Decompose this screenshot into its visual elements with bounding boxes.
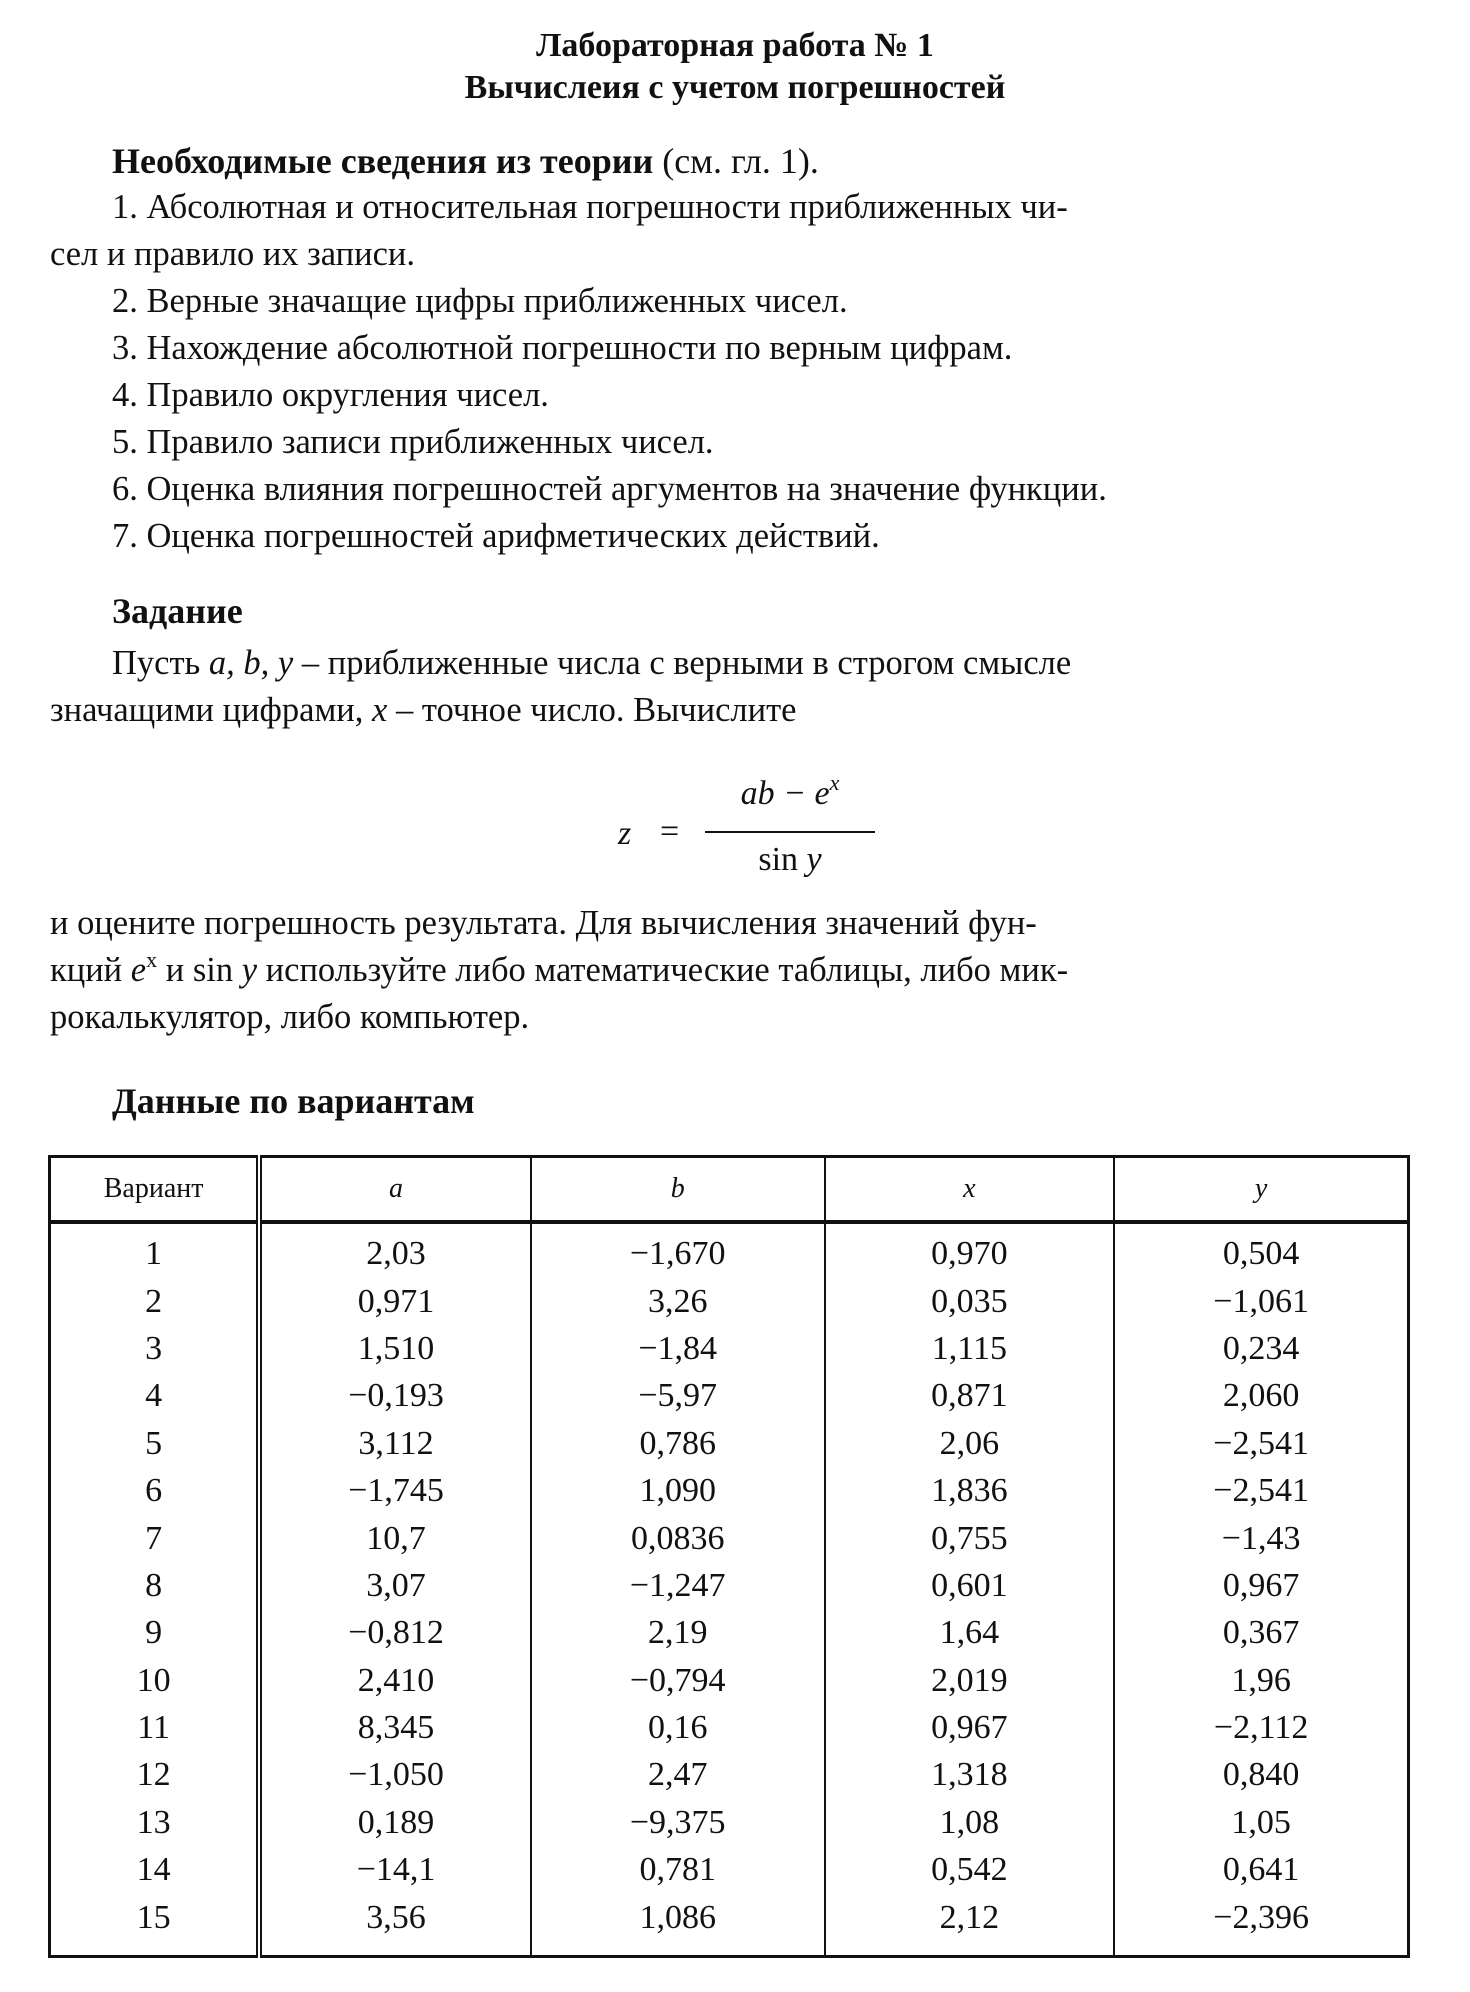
cell-variant: 4 (50, 1372, 260, 1419)
cell-b: 2,19 (531, 1609, 825, 1656)
task-after-3: рокалькулятор, либо компьютер. (50, 998, 530, 1036)
cell-b: 3,26 (531, 1277, 825, 1324)
task-after-2-e: e (130, 951, 147, 989)
cell-x: 0,035 (825, 1277, 1115, 1324)
cell-b: −1,670 (531, 1222, 825, 1277)
task-line-1-post: – приближенные числа с верными в строгом смысле (293, 644, 1072, 682)
cell-x: 1,115 (825, 1325, 1115, 1372)
cell-y: 0,367 (1114, 1609, 1408, 1656)
theory-item-1-cont: сел и правило их записи. (50, 235, 415, 273)
table-row (50, 1893, 1409, 1956)
task-line-1 (112, 640, 1071, 687)
table-row (50, 1799, 1409, 1846)
cell-b: 1,090 (531, 1467, 825, 1514)
theory-item-4: 4. Правило округления чисел. (112, 376, 549, 414)
cell-y: 0,967 (1114, 1562, 1408, 1609)
cell-a: 8,345 (259, 1704, 531, 1751)
cell-variant: 7 (50, 1514, 260, 1561)
cell-b: 2,47 (531, 1751, 825, 1798)
cell-x: 1,318 (825, 1751, 1115, 1798)
formula-lhs: z (618, 815, 632, 852)
table-row (50, 1277, 1409, 1324)
cell-variant: 12 (50, 1751, 260, 1798)
cell-a: 0,189 (259, 1799, 531, 1846)
theory-item-6: 6. Оценка влияния погрешностей аргументов на значение функции. (112, 470, 1107, 508)
cell-a: −1,050 (259, 1751, 531, 1798)
cell-y: 1,05 (1114, 1799, 1408, 1846)
cell-variant: 3 (50, 1325, 260, 1372)
theory-item-1: 1. Абсолютная и относительная погрешности приближенных чи- (112, 188, 1068, 226)
cell-x: 0,871 (825, 1372, 1115, 1419)
cell-y: 0,504 (1114, 1222, 1408, 1277)
col-header-b: b (531, 1157, 825, 1223)
cell-variant: 9 (50, 1609, 260, 1656)
cell-b: 0,0836 (531, 1514, 825, 1561)
task-after-2-sup: x (146, 947, 158, 972)
col-header-a: a (259, 1157, 531, 1223)
table-row (50, 1704, 1409, 1751)
cell-b: −0,794 (531, 1657, 825, 1704)
task-after-2-mid: и sin (157, 951, 242, 989)
cell-variant: 11 (50, 1704, 260, 1751)
cell-y: −2,541 (1114, 1420, 1408, 1467)
cell-x: 0,970 (825, 1222, 1115, 1277)
cell-variant: 15 (50, 1893, 260, 1956)
task-line-1-pre: Пусть (112, 644, 209, 682)
cell-x: 1,64 (825, 1609, 1115, 1656)
formula-den-var: y (806, 841, 822, 878)
theory-heading-line (112, 138, 819, 184)
variants-table (48, 1155, 1410, 1958)
cell-y: 2,060 (1114, 1372, 1408, 1419)
table-row (50, 1846, 1409, 1893)
cell-variant: 10 (50, 1657, 260, 1704)
cell-y: −1,061 (1114, 1277, 1408, 1324)
cell-b: −5,97 (531, 1372, 825, 1419)
formula-numerator (705, 770, 875, 813)
cell-a: 3,56 (259, 1893, 531, 1956)
table-row (50, 1562, 1409, 1609)
cell-a: 0,971 (259, 1277, 531, 1324)
task-after-1: и оцените погрешность результата. Для вычисления значений фун- (50, 904, 1037, 942)
formula-numerator-text: ab − e (740, 775, 830, 812)
theory-item-7: 7. Оценка погрешностей арифметических действий. (112, 517, 880, 555)
fraction-bar (705, 831, 875, 833)
cell-variant: 5 (50, 1420, 260, 1467)
theory-item-5: 5. Правило записи приближенных чисел. (112, 423, 714, 461)
variants-heading: Данные по вариантам (112, 1081, 475, 1121)
cell-b: 0,16 (531, 1704, 825, 1751)
col-header-variant: Вариант (50, 1157, 260, 1223)
cell-variant: 14 (50, 1846, 260, 1893)
task-after-2-y: y (241, 951, 258, 989)
cell-a: −0,812 (259, 1609, 531, 1656)
table-header-row (50, 1157, 1409, 1223)
cell-x: 2,06 (825, 1420, 1115, 1467)
cell-b: 0,786 (531, 1420, 825, 1467)
cell-x: 0,967 (825, 1704, 1115, 1751)
table-row (50, 1372, 1409, 1419)
cell-b: 0,781 (531, 1846, 825, 1893)
cell-x: 2,019 (825, 1657, 1115, 1704)
theory-heading: Необходимые сведения из теории (112, 141, 654, 181)
cell-b: −9,375 (531, 1799, 825, 1846)
cell-x: 1,836 (825, 1467, 1115, 1514)
cell-x: 1,08 (825, 1799, 1115, 1846)
cell-a: 1,510 (259, 1325, 531, 1372)
cell-x: 0,542 (825, 1846, 1115, 1893)
cell-a: 3,07 (259, 1562, 531, 1609)
cell-y: −2,396 (1114, 1893, 1408, 1956)
cell-a: 10,7 (259, 1514, 531, 1561)
table-row (50, 1751, 1409, 1798)
task-after-2 (50, 947, 1068, 994)
cell-variant: 13 (50, 1799, 260, 1846)
cell-b: 1,086 (531, 1893, 825, 1956)
task-line-2-pre: значащими цифрами, (50, 691, 373, 729)
cell-y: −2,112 (1114, 1704, 1408, 1751)
cell-y: 1,96 (1114, 1657, 1408, 1704)
task-after-2-post: используйте либо математические таблицы, либо мик- (257, 951, 1069, 989)
col-header-x: x (825, 1157, 1115, 1223)
table-row (50, 1420, 1409, 1467)
cell-variant: 1 (50, 1222, 260, 1277)
table-row (50, 1657, 1409, 1704)
formula-denominator (705, 841, 875, 879)
cell-variant: 8 (50, 1562, 260, 1609)
lab-title: Лабораторная работа № 1 (536, 27, 934, 64)
table-row (50, 1325, 1409, 1372)
table-row (50, 1609, 1409, 1656)
table-row (50, 1222, 1409, 1277)
cell-x: 0,755 (825, 1514, 1115, 1561)
theory-item-2: 2. Верные значащие цифры приближенных чисел. (112, 282, 848, 320)
cell-x: 2,12 (825, 1893, 1115, 1956)
col-header-y: y (1114, 1157, 1408, 1223)
cell-a: 2,410 (259, 1657, 531, 1704)
formula-exponent: x (829, 770, 840, 795)
cell-y: 0,641 (1114, 1846, 1408, 1893)
cell-y: 0,234 (1114, 1325, 1408, 1372)
cell-a: −1,745 (259, 1467, 531, 1514)
cell-variant: 2 (50, 1277, 260, 1324)
cell-a: −14,1 (259, 1846, 531, 1893)
theory-item-3: 3. Нахождение абсолютной погрешности по верным цифрам. (112, 329, 1013, 367)
formula-equals: = (660, 813, 680, 850)
task-after-2-pre: кций (50, 951, 131, 989)
cell-y: −2,541 (1114, 1467, 1408, 1514)
cell-x: 0,601 (825, 1562, 1115, 1609)
lab-subtitle: Вычислеия с учетом погрешностей (464, 69, 1006, 106)
cell-a: 2,03 (259, 1222, 531, 1277)
task-vars: a, b, y (208, 644, 294, 682)
task-line-2 (50, 687, 797, 734)
cell-y: 0,840 (1114, 1751, 1408, 1798)
cell-a: 3,112 (259, 1420, 531, 1467)
table-row (50, 1467, 1409, 1514)
cell-variant: 6 (50, 1467, 260, 1514)
formula (610, 770, 880, 895)
theory-reference: (см. гл. 1). (653, 141, 819, 181)
cell-a: −0,193 (259, 1372, 531, 1419)
task-line-2-post: – точное число. Вычислите (387, 691, 797, 729)
cell-b: −1,247 (531, 1562, 825, 1609)
table-row (50, 1514, 1409, 1561)
task-heading: Задание (112, 591, 243, 631)
cell-b: −1,84 (531, 1325, 825, 1372)
cell-y: −1,43 (1114, 1514, 1408, 1561)
formula-den-fn: sin (758, 841, 807, 878)
task-var-x: x (372, 691, 388, 729)
